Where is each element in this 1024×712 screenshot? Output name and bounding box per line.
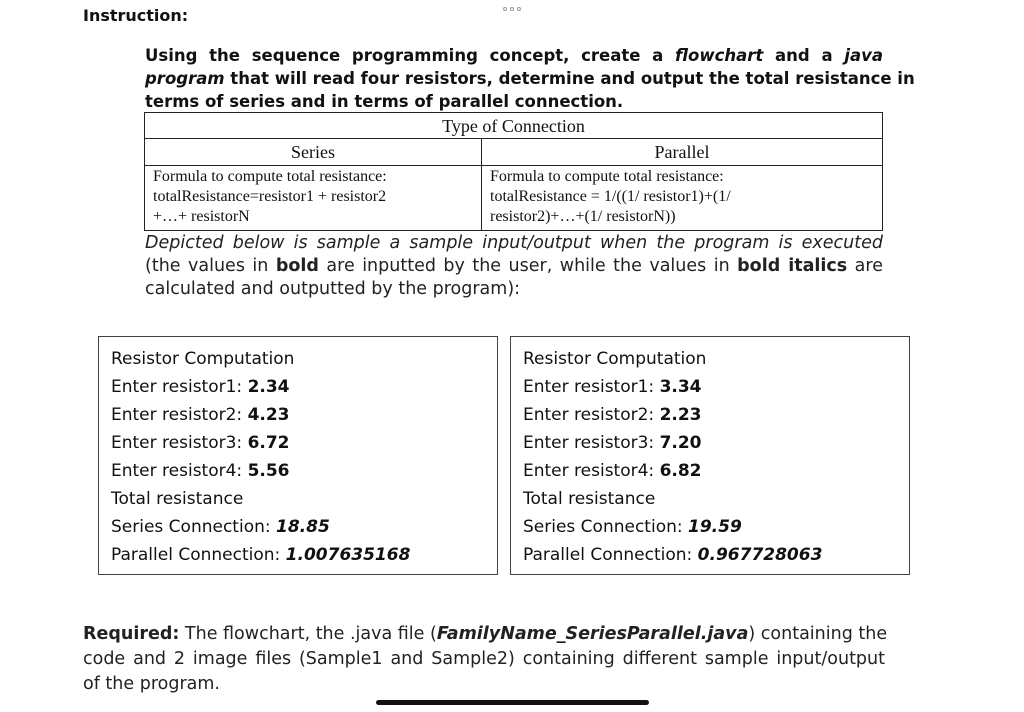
java-term: java xyxy=(844,46,884,65)
flowchart-term: flowchart xyxy=(675,46,764,65)
series-formula-cell: Formula to compute total resistance: totalResistance=resistor1 + resistor2 +…+ resistorN xyxy=(145,166,482,230)
home-indicator-bar[interactable] xyxy=(376,700,649,705)
description-line-1: Depicted below is sample a sample input/output when the program is executed xyxy=(145,233,883,253)
parallel-formula-cell: Formula to compute total resistance: totalResistance = 1/((1/ resistor1)+(1/ resistor2)+…+(1/ resistorN)) xyxy=(490,168,731,225)
input-row: Enter resistor4: 5.56 xyxy=(111,461,290,481)
table-header: Type of Connection xyxy=(145,113,882,139)
intro-line-3: terms of series and in terms of parallel connection. xyxy=(145,92,624,111)
input-row: Enter resistor3: 6.72 xyxy=(111,433,290,453)
description-line-2: (the values in bold are inputted by the user, while the values in bold italics are xyxy=(145,256,883,276)
parallel-result-row: Parallel Connection: 1.007635168 xyxy=(111,545,411,565)
java-filename: FamilyName_SeriesParallel.java xyxy=(436,624,749,644)
table-subheader-row xyxy=(145,139,882,166)
program-term: program xyxy=(145,69,225,88)
input-row: Enter resistor2: 4.23 xyxy=(111,405,290,425)
sample-title: Resistor Computation xyxy=(111,349,295,369)
input-row: Enter resistor2: 2.23 xyxy=(523,405,702,425)
required-line-2: code and 2 image files (Sample1 and Sample2) containing different sample input/output xyxy=(83,649,885,669)
series-result-row: Series Connection: 18.85 xyxy=(111,517,330,537)
required-line-3: of the program. xyxy=(83,674,220,694)
series-column-header: Series xyxy=(145,139,482,165)
series-result-row: Series Connection: 19.59 xyxy=(523,517,742,537)
intro-line-2: program that will read four resistors, determine and output the total resistance in xyxy=(145,69,915,88)
input-row: Enter resistor4: 6.82 xyxy=(523,461,702,481)
input-row: Enter resistor1: 2.34 xyxy=(111,377,290,397)
required-paragraph xyxy=(83,622,888,697)
total-resistance-label: Total resistance xyxy=(523,489,656,509)
parallel-column-header: Parallel xyxy=(654,142,710,162)
instruction-heading: Instruction: xyxy=(83,6,189,25)
required-label: Required: xyxy=(83,624,180,644)
required-line-1: Required: The flowchart, the .java file (FamilyName_SeriesParallel.java) containing the xyxy=(83,624,888,644)
intro-line-1: Using the sequence programming concept, create a flowchart and a java xyxy=(145,46,884,65)
input-row: Enter resistor1: 3.34 xyxy=(523,377,702,397)
sample-output-box-1 xyxy=(98,336,498,575)
sample-output-box-2 xyxy=(510,336,910,575)
sample-title: Resistor Computation xyxy=(523,349,707,369)
more-options-icon[interactable] xyxy=(500,4,524,14)
description-line-3: calculated and outputted by the program): xyxy=(145,279,521,299)
formula-row xyxy=(145,166,882,230)
input-row: Enter resistor3: 7.20 xyxy=(523,433,702,453)
sample-description-paragraph xyxy=(145,232,883,301)
parallel-result-row: Parallel Connection: 0.967728063 xyxy=(523,545,823,565)
connection-type-table xyxy=(144,112,883,231)
total-resistance-label: Total resistance xyxy=(111,489,244,509)
intro-paragraph xyxy=(145,44,915,113)
